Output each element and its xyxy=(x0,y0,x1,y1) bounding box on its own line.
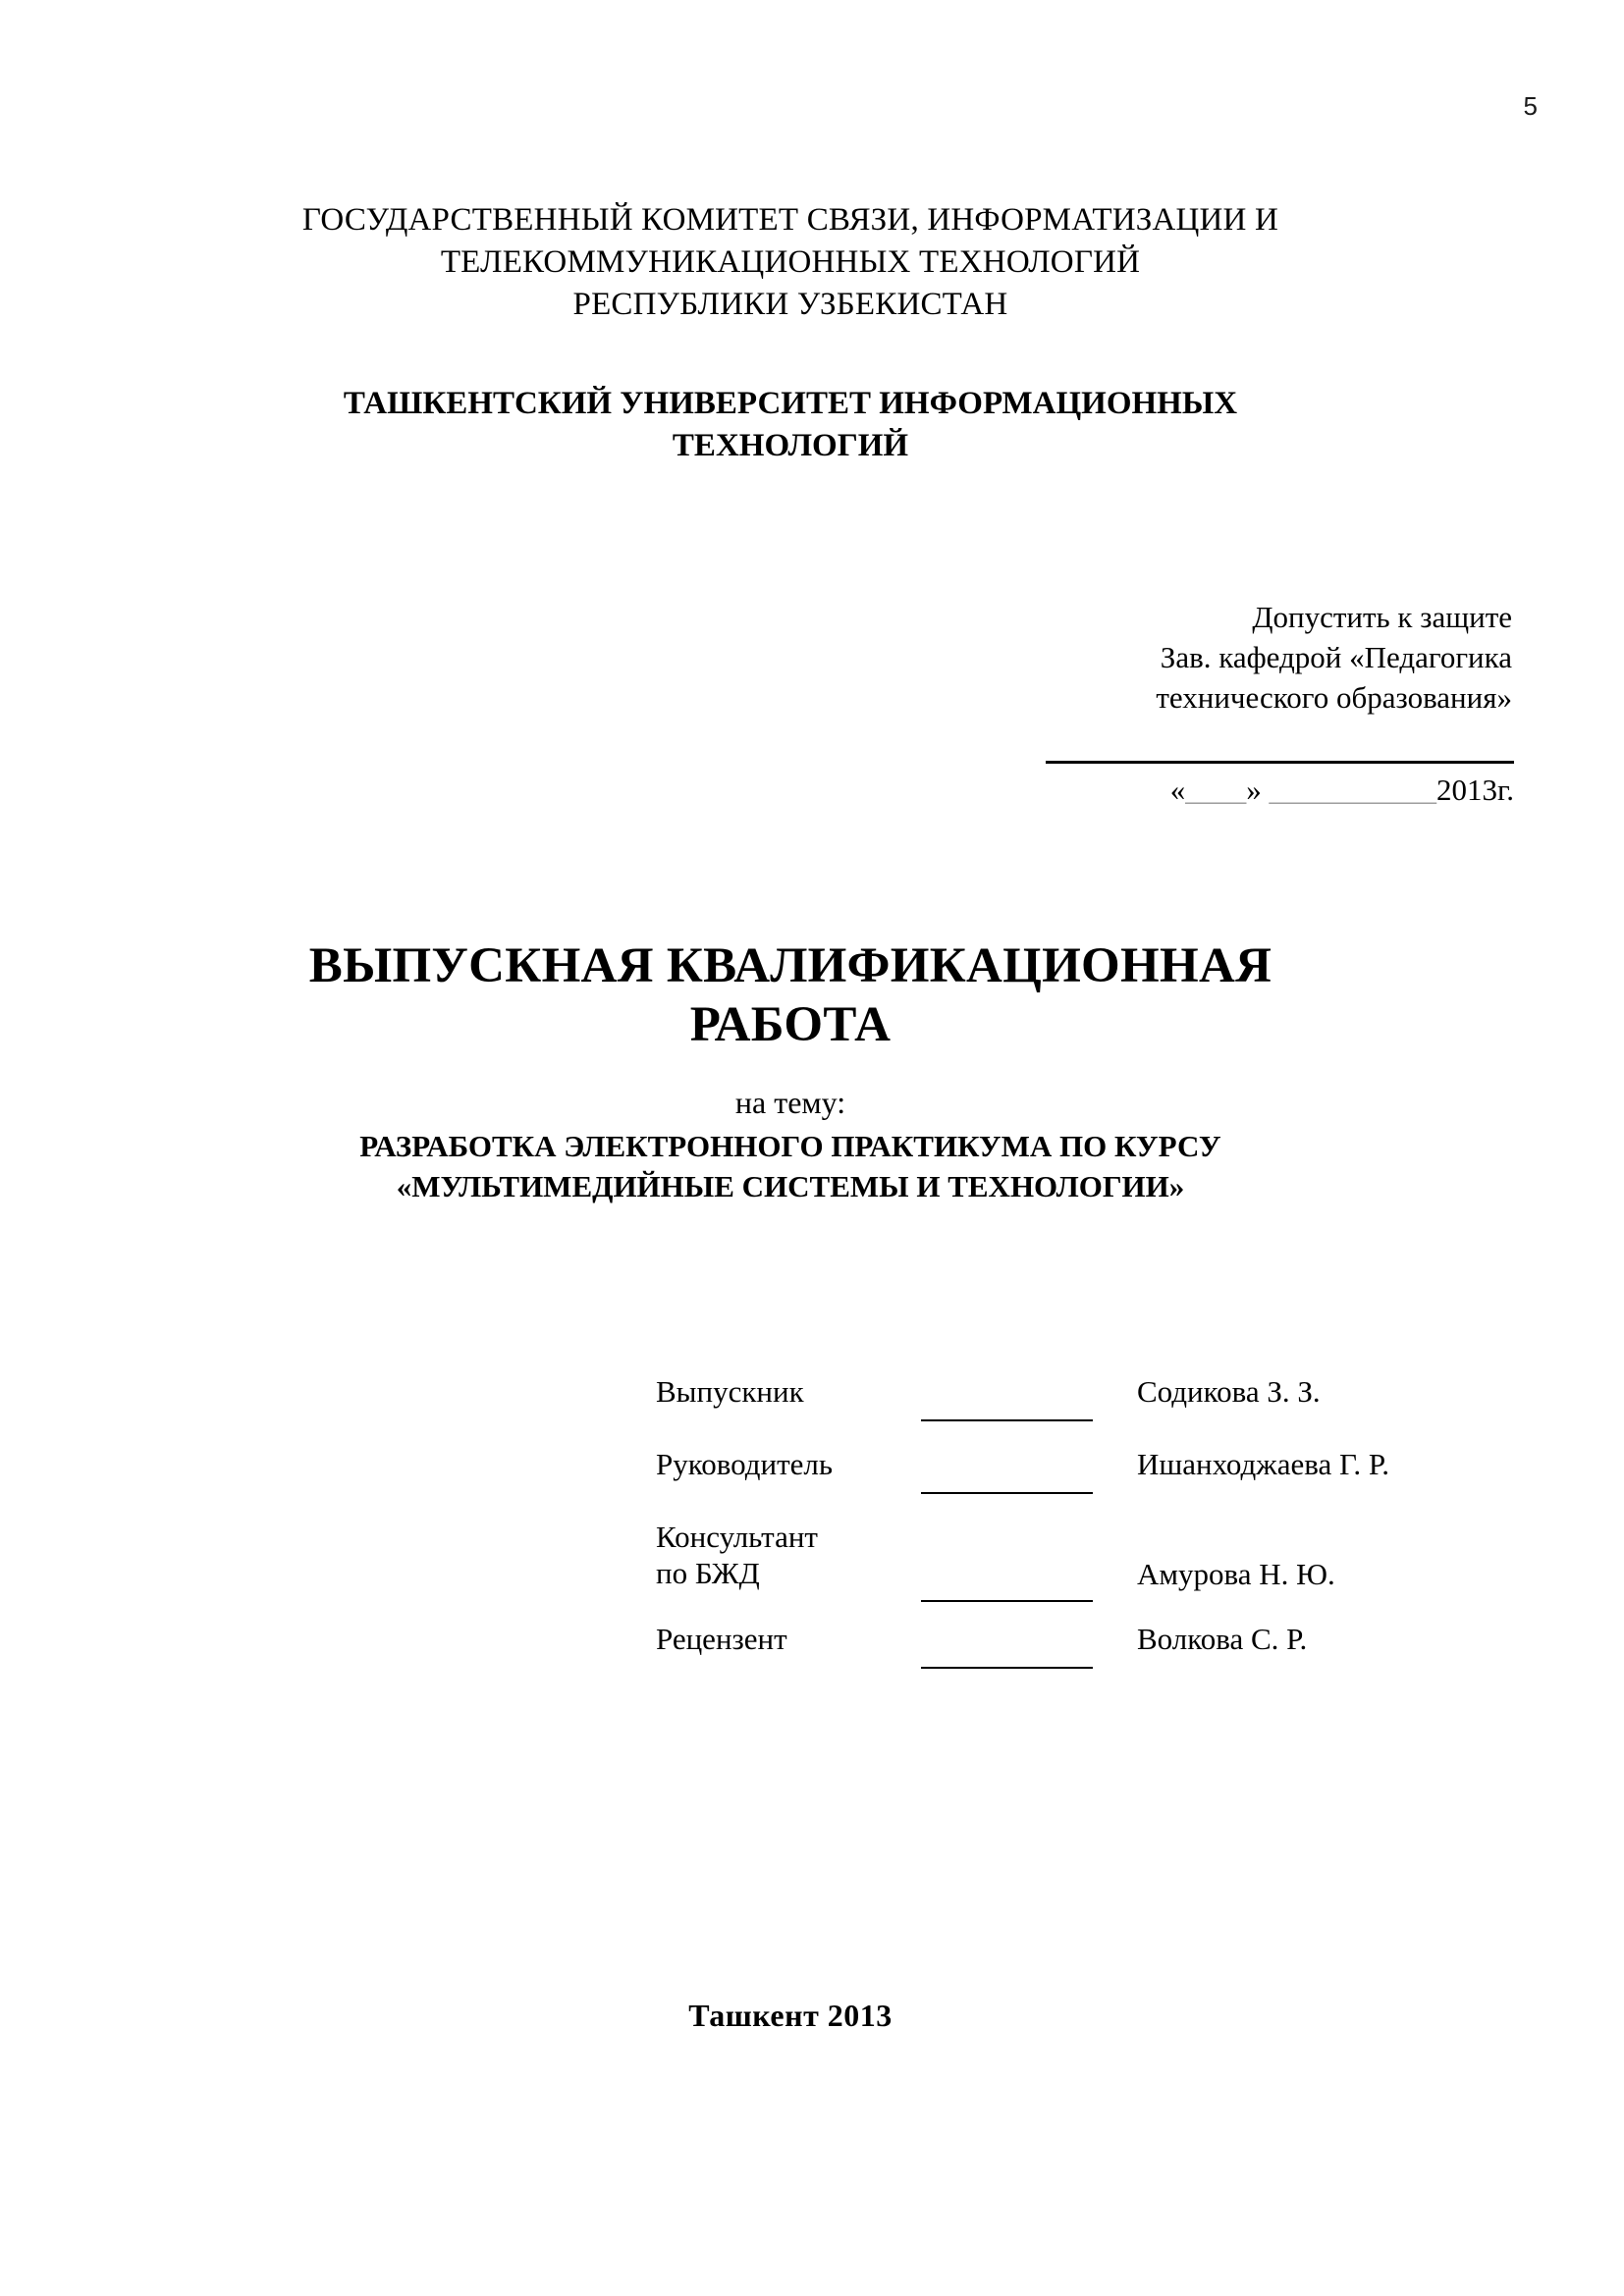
signature-line xyxy=(921,1667,1093,1669)
signature-label xyxy=(656,1520,818,1591)
signature-row-reviewer xyxy=(656,1622,1520,1694)
thesis-topic-line-1: РАЗРАБОТКА ЭЛЕКТРОННОГО ПРАКТИКУМА ПО КУРСУ xyxy=(359,1129,1221,1163)
signature-name: Содикова З. З. xyxy=(1137,1374,1321,1409)
signature-line xyxy=(921,1419,1093,1421)
org-header-line-3: РЕСПУБЛИКИ УЗБЕКИСТАН xyxy=(572,286,1008,322)
university-name-line-2: ТЕХНОЛОГИЙ xyxy=(672,427,909,463)
signature-label-text: Консультант xyxy=(656,1520,818,1554)
thesis-title xyxy=(196,937,1384,1054)
footer-city-year: Ташкент 2013 xyxy=(688,1998,893,2033)
signature-line xyxy=(921,1492,1093,1494)
signature-label xyxy=(656,1447,833,1483)
org-header-line-2: ТЕЛЕКОММУНИКАЦИОННЫХ ТЕХНОЛОГИЙ xyxy=(440,243,1141,280)
signature-label-subtext: по БЖД xyxy=(656,1555,760,1590)
signature-row-graduate xyxy=(656,1374,1520,1447)
university-name-line-1: ТАШКЕНТСКИЙ УНИВЕРСИТЕТ ИНФОРМАЦИОННЫХ xyxy=(343,386,1238,421)
university-name xyxy=(245,383,1335,467)
signature-name: Волкова С. Р. xyxy=(1137,1622,1308,1656)
signature-name: Ишанходжаева Г. Р. xyxy=(1137,1447,1390,1481)
date-year: 2013г. xyxy=(1436,773,1514,807)
signature-label-text: Руководитель xyxy=(656,1447,834,1481)
subtitle-prefix: на тему: xyxy=(734,1085,846,1120)
approval-signature-rule xyxy=(1046,761,1514,764)
approval-block xyxy=(687,597,1512,719)
thesis-title-line-2: РАБОТА xyxy=(689,996,892,1052)
thesis-topic-line-2: «МУЛЬТИМЕДИЙНЫЕ СИСТЕМЫ И ТЕХНОЛОГИИ» xyxy=(396,1168,1185,1203)
signature-name: Амурова Н. Ю. xyxy=(1137,1557,1335,1591)
org-header-line-1: ГОСУДАРСТВЕННЫЙ КОМИТЕТ СВЯЗИ, ИНФОРМАТИЗАЦИИ И xyxy=(301,202,1279,238)
signature-label xyxy=(656,1374,804,1411)
date-quote-open: « xyxy=(1169,773,1186,807)
approval-date-line xyxy=(1001,772,1514,808)
signature-row-supervisor xyxy=(656,1447,1520,1520)
approval-line-1: Допустить к защите xyxy=(1252,600,1512,634)
page-number: 5 xyxy=(1523,91,1538,121)
date-quote-close: » xyxy=(1246,773,1262,807)
approval-line-2: Зав. кафедрой «Педагогика xyxy=(1160,640,1512,675)
approval-line-3: технического образования» xyxy=(1156,680,1512,716)
signature-label-text: Рецензент xyxy=(656,1622,787,1656)
date-month-blank: ___________ xyxy=(1269,773,1437,807)
thesis-topic xyxy=(177,1127,1404,1207)
signature-label xyxy=(656,1622,787,1658)
thesis-title-line-1: ВЫПУСКНАЯ КВАЛИФИКАЦИОННАЯ xyxy=(308,938,1272,993)
signature-row-consultant xyxy=(656,1520,1520,1622)
signature-line xyxy=(921,1600,1093,1602)
signature-label-text: Выпускник xyxy=(656,1374,804,1409)
signature-block xyxy=(656,1374,1520,1694)
organisation-header xyxy=(206,199,1375,326)
date-day-blank: ____ xyxy=(1185,773,1247,807)
